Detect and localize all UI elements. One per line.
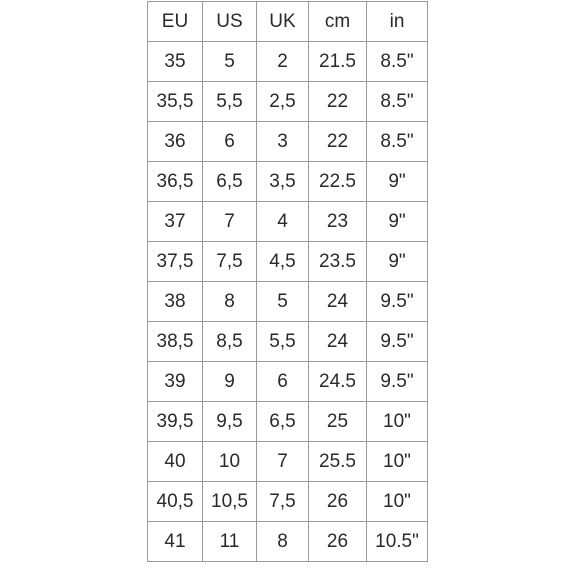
cell-eu: 39,5 — [148, 402, 203, 442]
cell-cm: 22 — [309, 82, 367, 122]
cell-in: 9" — [367, 242, 428, 282]
cell-eu: 38,5 — [148, 322, 203, 362]
cell-eu: 36,5 — [148, 162, 203, 202]
table-row — [148, 82, 428, 122]
header-eu: EU — [148, 2, 203, 42]
cell-us: 10,5 — [203, 482, 257, 522]
cell-cm: 24 — [309, 282, 367, 322]
header-in: in — [367, 2, 428, 42]
cell-cm: 26 — [309, 522, 367, 562]
cell-eu: 40,5 — [148, 482, 203, 522]
cell-us: 6 — [203, 122, 257, 162]
cell-cm: 24.5 — [309, 362, 367, 402]
cell-eu: 40 — [148, 442, 203, 482]
cell-us: 10 — [203, 442, 257, 482]
cell-cm: 24 — [309, 322, 367, 362]
cell-eu: 35 — [148, 42, 203, 82]
cell-in: 10" — [367, 442, 428, 482]
table-row — [148, 402, 428, 442]
table-row — [148, 322, 428, 362]
header-us: US — [203, 2, 257, 42]
header-row — [148, 2, 428, 42]
cell-uk: 3 — [257, 122, 309, 162]
cell-uk: 4 — [257, 202, 309, 242]
cell-us: 8,5 — [203, 322, 257, 362]
cell-in: 8.5" — [367, 122, 428, 162]
cell-in: 9.5" — [367, 282, 428, 322]
cell-eu: 38 — [148, 282, 203, 322]
table-row — [148, 162, 428, 202]
cell-uk: 5,5 — [257, 322, 309, 362]
cell-us: 11 — [203, 522, 257, 562]
table-row — [148, 522, 428, 562]
header-uk: UK — [257, 2, 309, 42]
cell-uk: 6,5 — [257, 402, 309, 442]
table-row — [148, 362, 428, 402]
cell-in: 8.5" — [367, 42, 428, 82]
cell-in: 8.5" — [367, 82, 428, 122]
cell-us: 5 — [203, 42, 257, 82]
cell-us: 7,5 — [203, 242, 257, 282]
cell-in: 10" — [367, 402, 428, 442]
cell-cm: 25 — [309, 402, 367, 442]
header-cm: cm — [309, 2, 367, 42]
cell-cm: 26 — [309, 482, 367, 522]
cell-eu: 41 — [148, 522, 203, 562]
cell-cm: 23 — [309, 202, 367, 242]
table-row — [148, 282, 428, 322]
table-row — [148, 42, 428, 82]
cell-eu: 35,5 — [148, 82, 203, 122]
table-row — [148, 202, 428, 242]
cell-uk: 6 — [257, 362, 309, 402]
cell-uk: 3,5 — [257, 162, 309, 202]
cell-eu: 37,5 — [148, 242, 203, 282]
cell-cm: 22 — [309, 122, 367, 162]
cell-uk: 8 — [257, 522, 309, 562]
cell-us: 9,5 — [203, 402, 257, 442]
cell-in: 9.5" — [367, 362, 428, 402]
cell-uk: 4,5 — [257, 242, 309, 282]
cell-us: 7 — [203, 202, 257, 242]
table-row — [148, 242, 428, 282]
cell-uk: 2 — [257, 42, 309, 82]
cell-cm: 25.5 — [309, 442, 367, 482]
cell-cm: 21.5 — [309, 42, 367, 82]
cell-cm: 23.5 — [309, 242, 367, 282]
size-conversion-table — [147, 1, 428, 562]
cell-cm: 22.5 — [309, 162, 367, 202]
cell-eu: 36 — [148, 122, 203, 162]
cell-us: 9 — [203, 362, 257, 402]
cell-uk: 5 — [257, 282, 309, 322]
cell-us: 5,5 — [203, 82, 257, 122]
cell-uk: 7,5 — [257, 482, 309, 522]
cell-in: 10" — [367, 482, 428, 522]
table-row — [148, 442, 428, 482]
cell-us: 8 — [203, 282, 257, 322]
cell-uk: 7 — [257, 442, 309, 482]
cell-uk: 2,5 — [257, 82, 309, 122]
cell-eu: 37 — [148, 202, 203, 242]
cell-in: 10.5" — [367, 522, 428, 562]
cell-in: 9" — [367, 162, 428, 202]
cell-in: 9.5" — [367, 322, 428, 362]
table-row — [148, 482, 428, 522]
cell-us: 6,5 — [203, 162, 257, 202]
cell-in: 9" — [367, 202, 428, 242]
cell-eu: 39 — [148, 362, 203, 402]
table-row — [148, 122, 428, 162]
